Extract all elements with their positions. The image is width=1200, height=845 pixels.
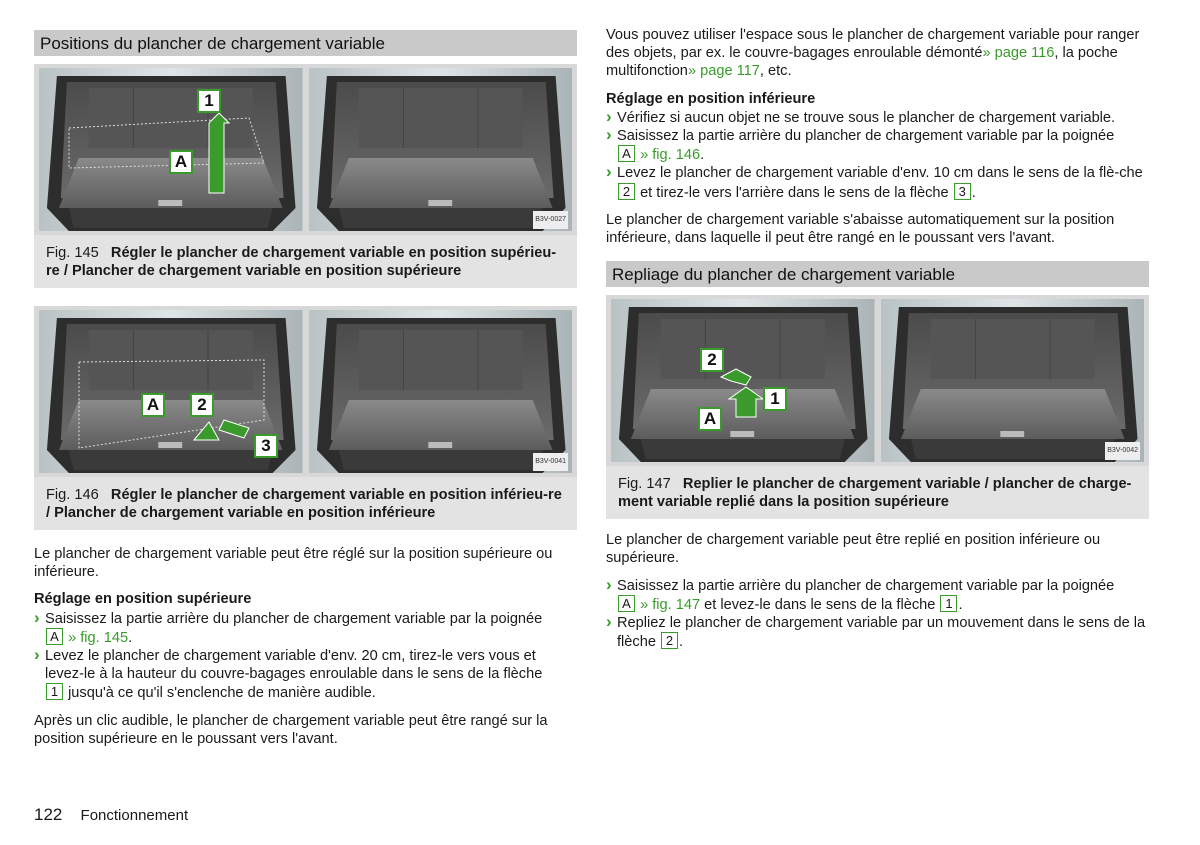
step-text: jusqu'à ce qu'il s'enclenche de manière audible. [68,685,376,702]
step-end: . [958,596,963,613]
figure-code: B3V-0027 [533,211,568,229]
key-2: 2 [618,183,635,200]
figure-146 [34,306,577,530]
key-A: A [618,595,635,612]
intro-paragraph: Le plancher de chargement variable peut être réglé sur la position supérieure ou inférieure. [34,546,553,581]
trunk-image-lower-position [309,310,573,473]
key-3: 3 [954,183,971,200]
label-2: 2 [700,348,724,372]
step-text: Saisissez la partie arrière du plancher de chargement variable par la poignée [617,577,1115,594]
label-2: 2 [190,393,214,417]
figure-146-caption [34,477,577,530]
section-title-folding: Repliage du plancher de chargement variable [606,261,1149,287]
trunk-image-folded [881,299,1145,462]
label-A: A [141,393,165,417]
key-A: A [46,628,63,645]
caption-text: Régler le plancher de chargement variable en position supérieu-re / Plancher de chargement variable en position supérieure [46,245,557,279]
left-column [34,30,577,757]
upper-steps [34,610,577,703]
figure-147-caption [606,466,1149,519]
step-text: Levez le plancher de chargement variable d'env. 10 cm dans le sens de la flè-che [617,165,1143,182]
list-item [606,164,1149,201]
page-link[interactable]: » page 116 [982,45,1055,62]
label-A: A [698,407,722,431]
lower-position-heading: Réglage en position inférieure [606,90,816,107]
label-3: 3 [254,434,278,458]
list-item [606,577,1149,614]
caption-number: Fig. 146 [46,487,99,503]
figure-145-caption [34,235,577,288]
upper-position-heading: Réglage en position supérieure [34,591,252,608]
figure-146-images [34,306,577,477]
figure-145 [34,64,577,288]
fold-steps [606,577,1149,652]
caption-text: Replier le plancher de chargement variable / plancher de charge-ment variable replié dans la position supérieure [618,476,1132,511]
right-body [606,531,1149,651]
after-paragraph: Après un clic audible, le plancher de chargement variable peut être rangé sur la position supérieure en le poussant vers l'avant. [34,712,548,747]
step-text: Saisissez la partie arrière du plancher de chargement variable par la poignée [45,610,543,627]
step-text: Levez le plancher de chargement variable d'env. 20 cm, tirez-le vers vous et levez-le à la hauteur du couvre-bagages enroulable dans le sens de la flèche [45,648,543,683]
figure-link[interactable]: » fig. 146 [640,147,701,164]
trunk-image-upper-adjust [39,68,303,231]
step-end: . [971,184,976,201]
label-1: 1 [763,387,787,411]
figure-147-images [606,295,1149,466]
list-item: › Vérifiez si aucun objet ne se trouve sous le plancher de chargement variable. [606,109,1149,127]
fold-intro-paragraph: Le plancher de chargement variable peut être replié en position inférieure ou supérieure. [606,532,1101,567]
step-end: . [700,147,705,164]
page-number: 122 [34,805,63,824]
figure-code: B3V-0042 [1105,442,1140,460]
step-text: Repliez le plancher de chargement variable par un mouvement dans le sens de la flèche [617,615,1146,651]
figure-link[interactable]: » fig. 147 [640,596,701,613]
page-link[interactable]: » page 117 [687,63,760,80]
trunk-image-lower-adjust [39,310,303,473]
storage-paragraph [606,26,1149,81]
key-2: 2 [661,632,678,649]
text: , la poche multifonction [606,45,1118,80]
key-1: 1 [46,683,63,700]
figure-147 [606,295,1149,519]
lower-after-paragraph: Le plancher de chargement variable s'abaisse automatiquement sur la position inférieure, dans laquelle il peut être rangé en le poussant vers l'avant. [606,211,1115,247]
text: , etc. [759,63,792,80]
trunk-image-upper-position [309,68,573,231]
figure-code: B3V-0041 [533,453,568,471]
label-A: A [169,150,193,174]
caption-number: Fig. 145 [46,245,99,261]
list-item [34,610,577,647]
list-item [606,127,1149,164]
figure-145-images [34,64,577,235]
page-footer [34,806,188,825]
lower-steps [606,109,1149,202]
section-title-positions: Positions du plancher de chargement variable [34,30,577,56]
caption-number: Fig. 147 [618,476,671,493]
figure-link[interactable]: » fig. 145 [68,629,129,646]
left-body [34,545,577,748]
step-text: Saisissez la partie arrière du plancher de chargement variable par la poignée [617,128,1115,145]
caption-text: Régler le plancher de chargement variable en position inférieu-re / Plancher de chargement variable en position inférieure [46,487,562,521]
key-A: A [618,145,635,162]
label-1: 1 [197,89,221,113]
trunk-image-fold [611,299,875,462]
list-item [34,647,577,703]
step-text: et levez-le dans le sens de la flèche [704,596,936,613]
step-end: . [679,634,684,651]
step-end: . [128,629,133,646]
step-text: et tirez-le vers l'arrière dans le sens de la flèche [640,184,949,201]
list-item [606,614,1149,651]
text: Vous pouvez utiliser l'espace sous le plancher de chargement variable pour ranger des objets, par ex. le couvre-bagages enroulable démonté [606,27,1140,62]
key-1: 1 [940,595,957,612]
section-name: Fonctionnement [80,807,189,824]
right-column [606,26,1149,660]
